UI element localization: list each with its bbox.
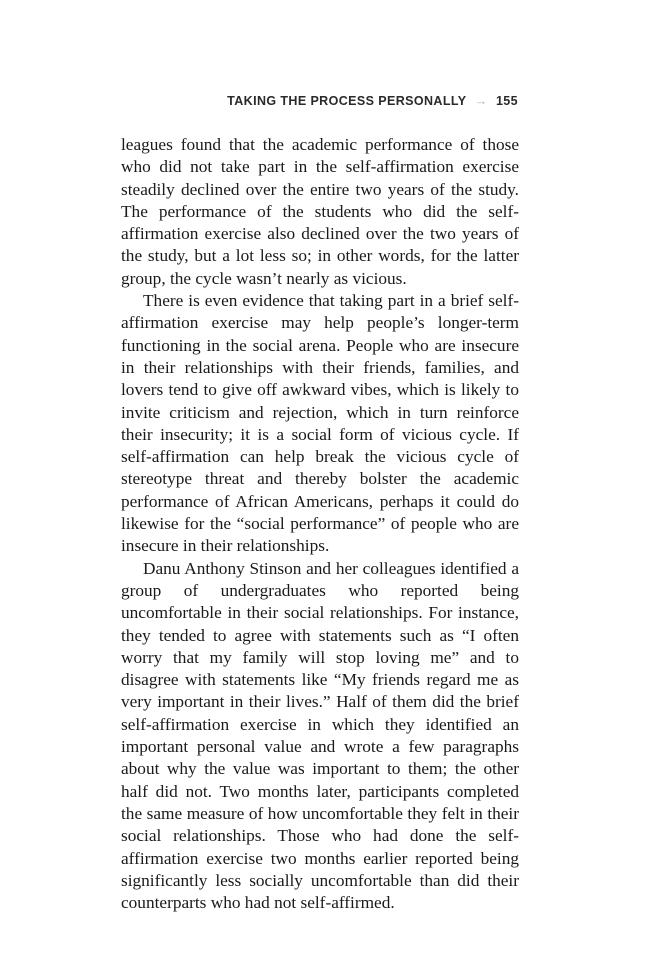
paragraph: There is even evidence that taking part in a brief self-affirmation exercise may help people’s longer-term functioning in the social arena. People who are insecure in their relationships with their friends, families, and lovers tend to give off awkward vibes, which is likely to invite criticism and rejection, which in turn reinforce their insecurity; it is a social form of vicious cycle. If self-affirmation can help break the vicious cycle of stereotype threat and thereby bolster the academic performance of African Americans, perhaps it could do likewise for the “social performance” of people who are insecure in their relationships. bbox=[121, 291, 519, 556]
paragraph: Danu Anthony Stinson and her colleagues identified a group of undergraduates who reported being uncomfortable in their social relationships. For instance, they tended to agree with statements such as “I often worry that my family will stop loving me” and to disagree with statements like “My friends regard me as very important in their lives.” Half of them did the brief self-affirmation exercise in which they identified an important personal value and wrote a few paragraphs about why the value was important to them; the other half did not. Two months later, participants completed the same measure of how uncomfortable they felt in their social relationships. Those who had done the self-affirmation exercise two months earlier reported being significantly less socially uncomfortable than did their counterparts who had not self-affirmed. bbox=[121, 558, 519, 913]
paragraph: leagues found that the academic performance of those who did not take part in the self-affirmation exercise steadily declined over the entire two years of the study. The performance of the students who did the self-affirmation exercise also declined over the two years of the study, but a lot less so; in other words, for the latter group, the cycle wasn’t nearly as vicious. bbox=[121, 135, 519, 288]
page-number: 155 bbox=[495, 93, 518, 108]
running-head bbox=[227, 93, 518, 108]
arrow-icon: → bbox=[474, 93, 488, 108]
body-text bbox=[121, 134, 519, 914]
running-title: TAKING THE PROCESS PERSONALLY bbox=[227, 93, 467, 108]
